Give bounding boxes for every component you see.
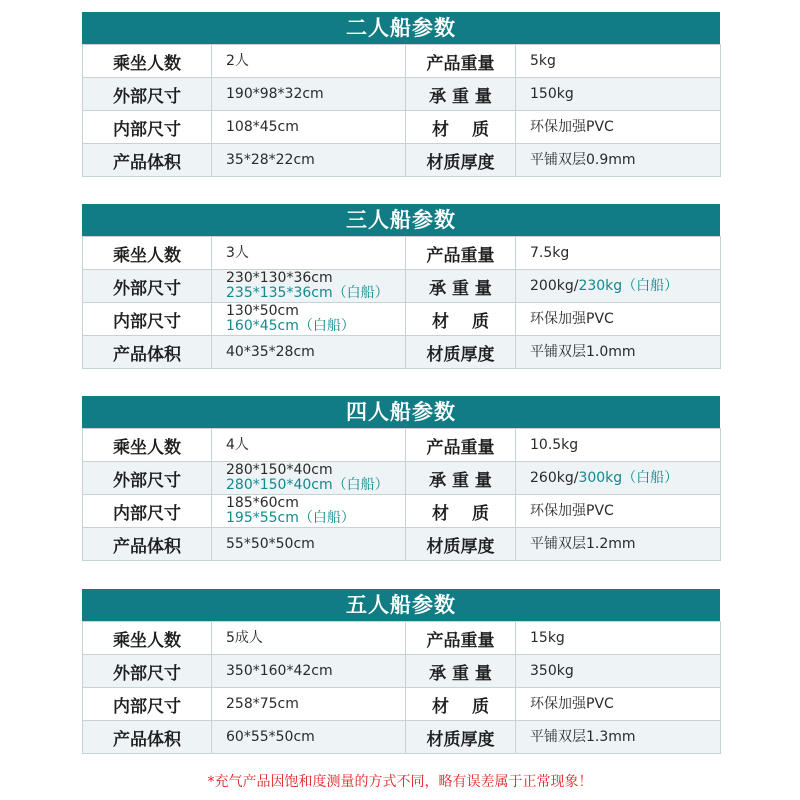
row-label: 产品重量 — [406, 429, 516, 462]
row-label: 材 质 — [406, 688, 516, 721]
table-row — [83, 622, 721, 655]
row-value: 15kg — [516, 622, 721, 655]
row-label: 材 质 — [406, 111, 516, 144]
table-row — [83, 655, 721, 688]
row-value-white-boat: 160*45cm（白船） — [226, 318, 355, 334]
row-value: 35*28*22cm — [212, 144, 406, 177]
table-row — [83, 528, 721, 561]
table-row — [83, 462, 721, 495]
row-value-white-boat: 235*135*36cm（白船） — [226, 285, 389, 301]
row-value: 200kg/ — [530, 277, 579, 294]
row-value: 55*50*50cm — [212, 528, 406, 561]
table-row — [83, 688, 721, 721]
row-value: 40*35*28cm — [212, 336, 406, 369]
row-value: 平铺双层1.3mm — [516, 721, 721, 754]
spec-section-two-person — [82, 12, 720, 177]
table-row — [83, 336, 721, 369]
table-row — [83, 78, 721, 111]
table-row — [83, 303, 721, 336]
table-row — [83, 144, 721, 177]
row-value: 60*55*50cm — [212, 721, 406, 754]
row-value-stack — [212, 270, 406, 303]
row-value-white-boat: 195*55cm（白船） — [226, 510, 355, 526]
section-title: 四人船参数 — [82, 396, 720, 428]
row-label: 产品体积 — [83, 336, 212, 369]
row-value: 平铺双层0.9mm — [516, 144, 721, 177]
row-value: 280*150*40cm — [226, 462, 333, 478]
row-label: 外部尺寸 — [83, 270, 212, 303]
row-value: 环保加强PVC — [516, 495, 721, 528]
row-value: 350kg — [516, 655, 721, 688]
section-title: 五人船参数 — [82, 589, 720, 621]
table-row — [83, 237, 721, 270]
spec-section-four-person — [82, 396, 720, 561]
row-value: 3人 — [212, 237, 406, 270]
row-label: 外部尺寸 — [83, 462, 212, 495]
row-label: 材质厚度 — [406, 144, 516, 177]
row-label: 产品体积 — [83, 144, 212, 177]
row-label: 内部尺寸 — [83, 688, 212, 721]
row-value: 5成人 — [212, 622, 406, 655]
row-label: 材质厚度 — [406, 336, 516, 369]
row-label: 承 重 量 — [406, 655, 516, 688]
row-value: 130*50cm — [226, 303, 299, 319]
row-label: 内部尺寸 — [83, 495, 212, 528]
row-label: 材质厚度 — [406, 721, 516, 754]
row-label: 乘坐人数 — [83, 237, 212, 270]
row-value: 190*98*32cm — [212, 78, 406, 111]
row-value: 5kg — [516, 45, 721, 78]
row-label: 外部尺寸 — [83, 78, 212, 111]
row-value: 258*75cm — [212, 688, 406, 721]
row-value: 平铺双层1.0mm — [516, 336, 721, 369]
row-label: 承 重 量 — [406, 462, 516, 495]
section-title: 三人船参数 — [82, 204, 720, 236]
row-value: 环保加强PVC — [516, 303, 721, 336]
row-value-stack — [212, 303, 406, 336]
row-value: 150kg — [516, 78, 721, 111]
spec-section-five-person — [82, 589, 720, 754]
row-label: 乘坐人数 — [83, 45, 212, 78]
table-row — [83, 429, 721, 462]
row-value-stack — [212, 462, 406, 495]
row-value: 185*60cm — [226, 495, 299, 511]
row-value: 2人 — [212, 45, 406, 78]
row-value-stack — [212, 495, 406, 528]
spec-table — [82, 621, 721, 754]
spec-section-three-person — [82, 204, 720, 369]
row-value: 350*160*42cm — [212, 655, 406, 688]
row-value-white-boat: 300kg（白船） — [578, 469, 679, 486]
table-row — [83, 270, 721, 303]
table-row — [83, 111, 721, 144]
row-value: 10.5kg — [516, 429, 721, 462]
row-label: 产品重量 — [406, 237, 516, 270]
row-label: 内部尺寸 — [83, 303, 212, 336]
row-label: 产品重量 — [406, 622, 516, 655]
row-value-stack — [516, 270, 721, 303]
row-label: 乘坐人数 — [83, 622, 212, 655]
row-value: 108*45cm — [212, 111, 406, 144]
spec-table — [82, 44, 721, 177]
row-label: 承 重 量 — [406, 270, 516, 303]
table-row — [83, 721, 721, 754]
row-label: 乘坐人数 — [83, 429, 212, 462]
row-value: 环保加强PVC — [516, 111, 721, 144]
row-label: 内部尺寸 — [83, 111, 212, 144]
table-row — [83, 495, 721, 528]
row-value: 平铺双层1.2mm — [516, 528, 721, 561]
row-label: 材质厚度 — [406, 528, 516, 561]
spec-table — [82, 428, 721, 561]
row-value: 4人 — [212, 429, 406, 462]
row-value: 环保加强PVC — [516, 688, 721, 721]
row-value: 230*130*36cm — [226, 270, 333, 286]
row-label: 材 质 — [406, 303, 516, 336]
row-value: 260kg/ — [530, 469, 579, 486]
row-value-stack — [516, 462, 721, 495]
section-title: 二人船参数 — [82, 12, 720, 44]
row-label: 产品体积 — [83, 721, 212, 754]
row-label: 产品重量 — [406, 45, 516, 78]
row-value: 7.5kg — [516, 237, 721, 270]
row-label: 承 重 量 — [406, 78, 516, 111]
spec-table — [82, 236, 721, 369]
row-value-white-boat: 230kg（白船） — [578, 277, 679, 294]
row-value-white-boat: 280*150*40cm（白船） — [226, 477, 389, 493]
row-label: 材 质 — [406, 495, 516, 528]
row-label: 外部尺寸 — [83, 655, 212, 688]
footnote: *充气产品因饱和度测量的方式不同，略有误差属于正常现象！ — [207, 774, 593, 790]
table-row — [83, 45, 721, 78]
row-label: 产品体积 — [83, 528, 212, 561]
